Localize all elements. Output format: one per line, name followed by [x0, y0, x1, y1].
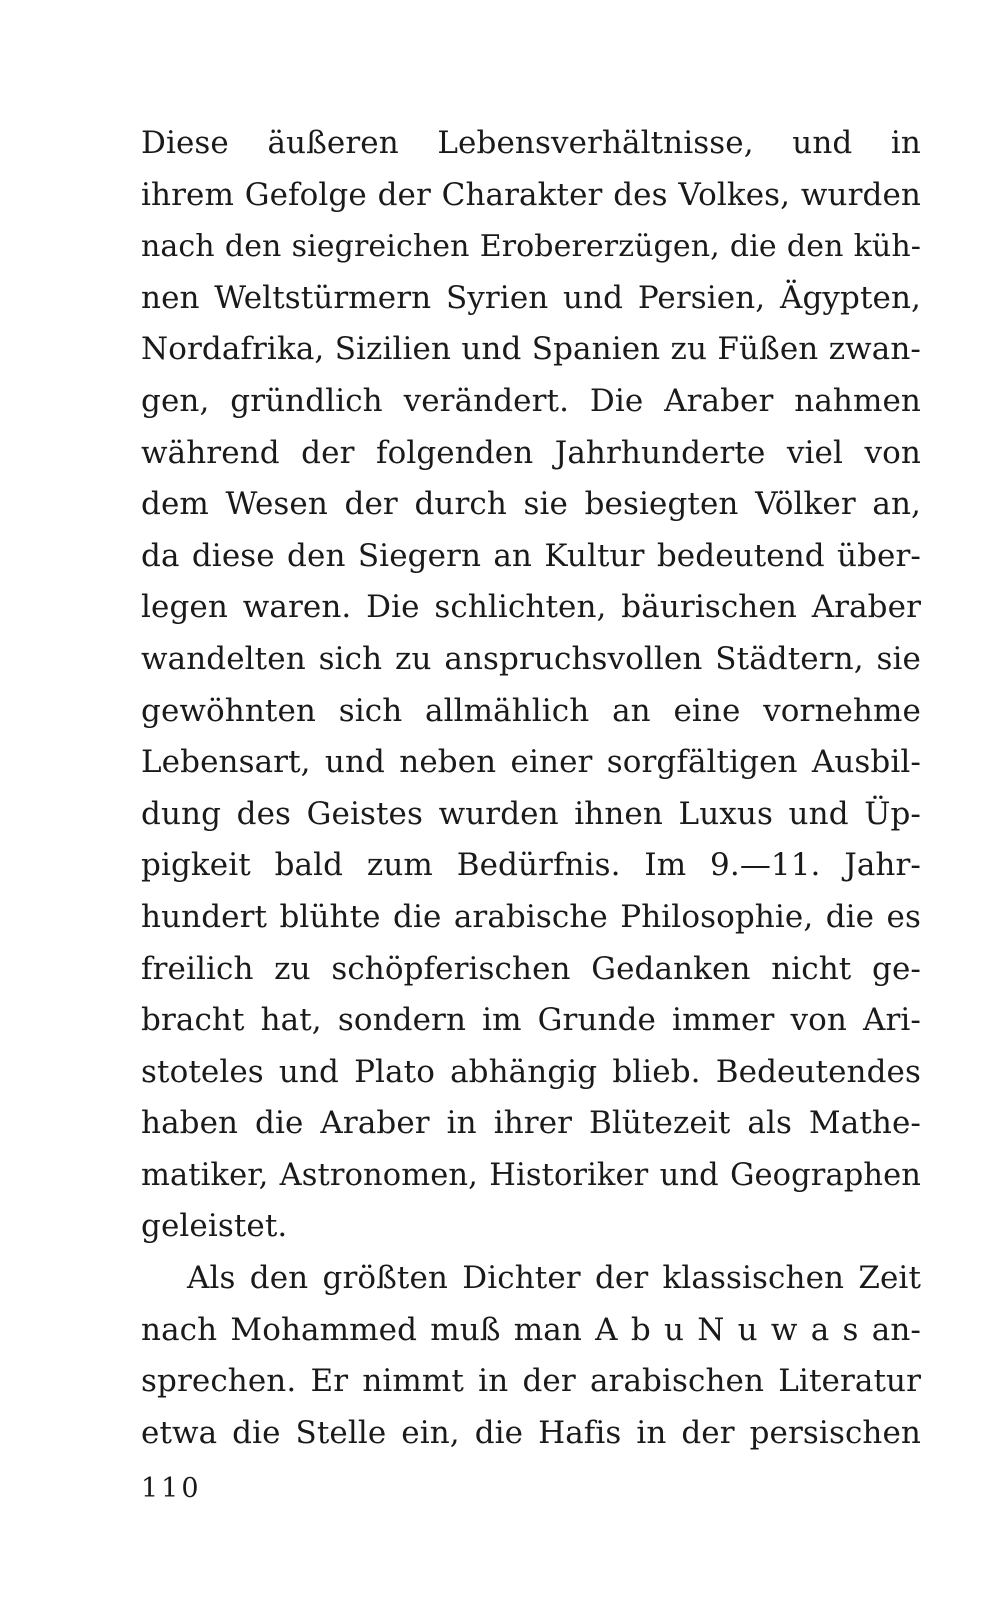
text-line: nen Weltstürmern Syrien und Persien, Ägypten, [141, 279, 921, 316]
text-line: dung des Geistes wurden ihnen Luxus und Üp- [141, 795, 921, 832]
text-line: matiker, Astronomen, Historiker und Geographen [141, 1157, 921, 1193]
text-line: hundert blühte die arabische Philosophie, die es [141, 898, 921, 935]
text-line: haben die Araber in ihrer Blütezeit als Mathe- [141, 1105, 921, 1142]
paragraph-2 [141, 1253, 921, 1459]
text-line: legen waren. Die schlichten, bäurischen Araber [141, 589, 921, 626]
text-line: Als den größten Dichter der klassischen Zeit [187, 1260, 921, 1297]
text-line: wandelten sich zu anspruchsvollen Städtern, sie [141, 640, 921, 677]
text-line: Lebensart, und neben einer sorgfältigen Ausbil- [141, 744, 921, 781]
text-line: da diese den Siegern an Kultur bedeutend über- [141, 537, 921, 574]
text-line: freilich zu schöpferischen Gedanken nicht ge- [141, 950, 921, 987]
text-line: ihrem Gefolge der Charakter des Volkes, wurden [141, 176, 921, 213]
text-line: Diese äußeren Lebensverhältnisse, und in [141, 125, 921, 161]
text-line: stoteles und Plato abhängig blieb. Bedeutendes [141, 1053, 921, 1090]
text-line: geleistet. [141, 1208, 288, 1245]
text-line: nach Mohammed muß man A b u N u w a s an- [141, 1311, 921, 1348]
page-number: 110 [141, 1473, 202, 1504]
text-line: sprechen. Er nimmt in der arabischen Literatur [141, 1363, 921, 1400]
text-line: nach den siegreichen Erobererzügen, die den küh- [141, 229, 921, 265]
text-line: gen, gründlich verändert. Die Araber nahmen [141, 382, 921, 419]
text-line: pigkeit bald zum Bedürfnis. Im 9.—11. Jahr- [141, 847, 921, 884]
text-line: Nordafrika, Sizilien und Spanien zu Füßen zwan- [141, 331, 921, 368]
text-line: bracht hat, sondern im Grunde immer von Ari- [141, 1002, 921, 1039]
body-text [141, 118, 921, 1459]
paragraph-1 [141, 118, 921, 1253]
text-line: während der folgenden Jahrhunderte viel von [141, 434, 921, 471]
text-line: gewöhnten sich allmählich an eine vornehme [141, 692, 921, 729]
text-line: etwa die Stelle ein, die Hafis in der persischen [141, 1414, 921, 1451]
text-line: dem Wesen der durch sie besiegten Völker an, [141, 486, 921, 523]
